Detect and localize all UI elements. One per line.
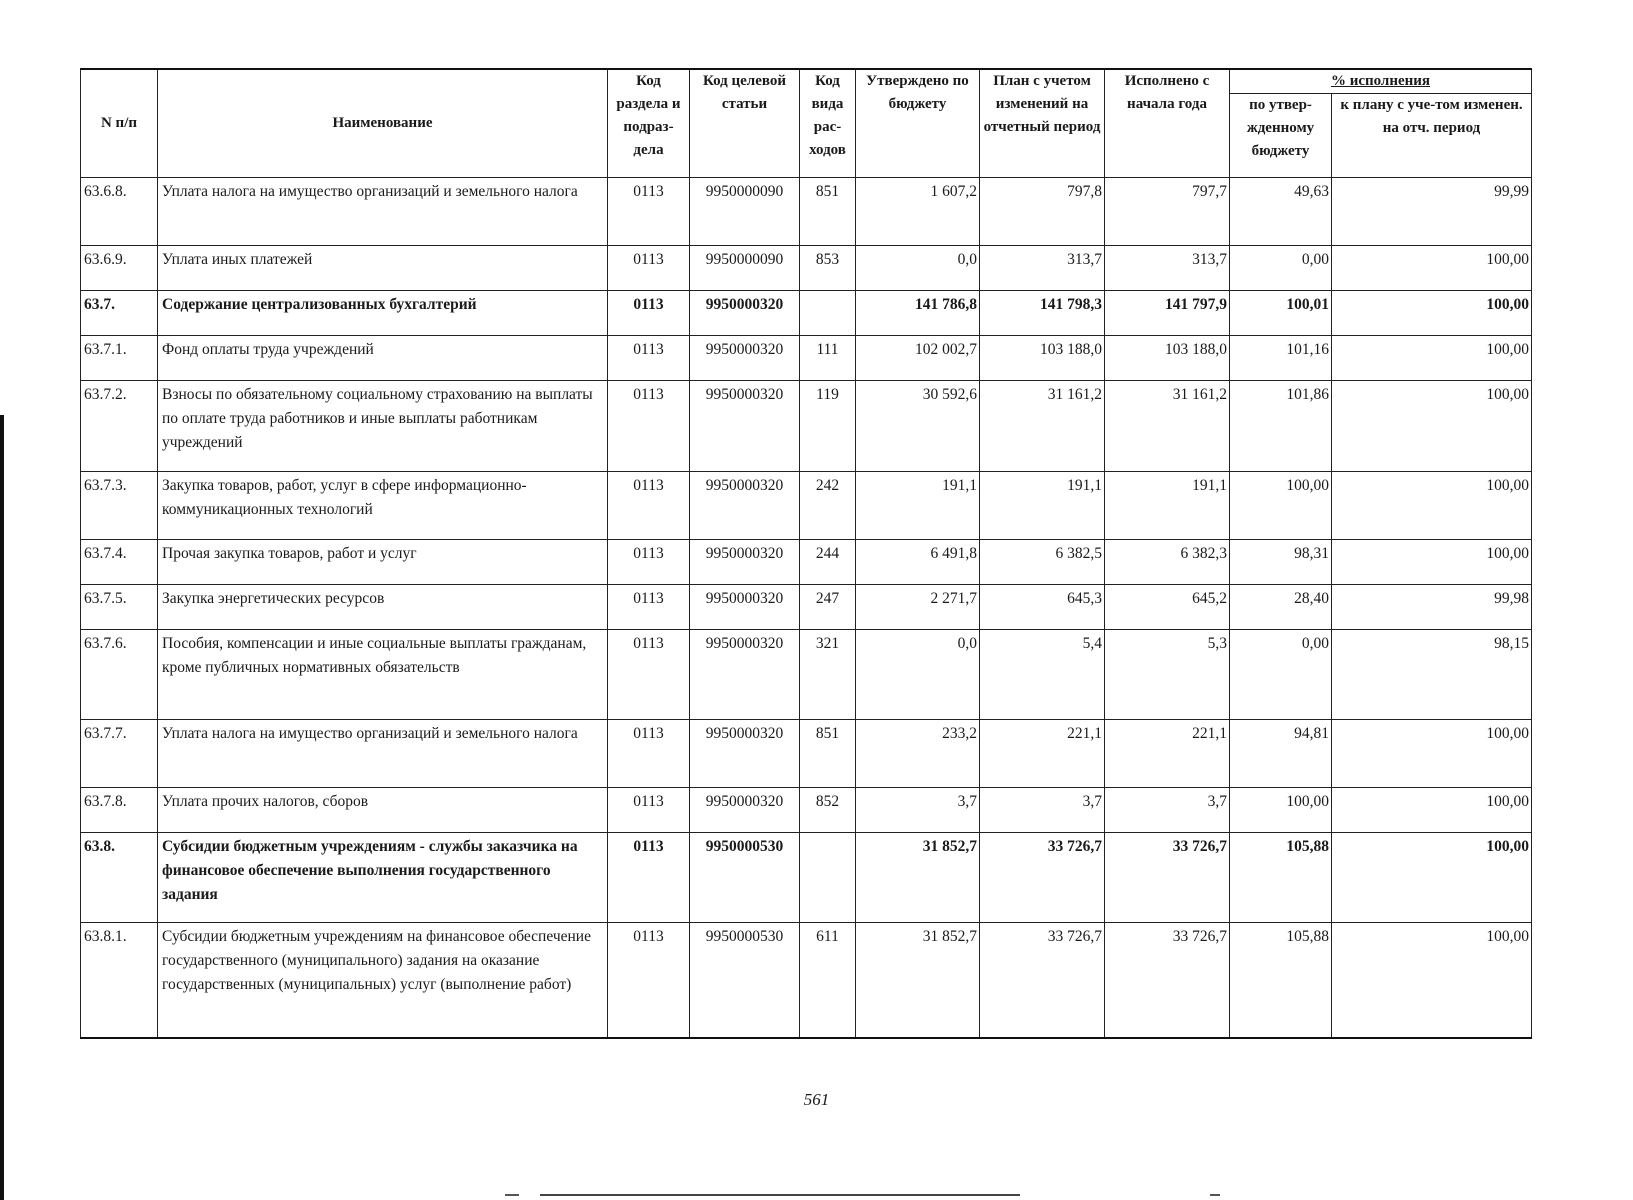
row-plan: 313,7 (980, 246, 1105, 291)
row-pct-plan: 100,00 (1332, 336, 1532, 381)
row-expense-code: 852 (800, 788, 856, 833)
row-expense-code: 611 (800, 923, 856, 1038)
row-section-code: 0113 (608, 630, 690, 720)
row-executed: 33 726,7 (1105, 833, 1230, 923)
row-executed: 3,7 (1105, 788, 1230, 833)
row-target-code: 9950000320 (690, 381, 800, 472)
row-name: Закупка товаров, работ, услуг в сфере информационно-коммуникационных технологий (158, 472, 608, 540)
row-pct-budget: 100,00 (1230, 788, 1332, 833)
row-pct-budget: 49,63 (1230, 178, 1332, 246)
row-target-code: 9950000530 (690, 923, 800, 1038)
row-pct-budget: 0,00 (1230, 630, 1332, 720)
row-approved: 2 271,7 (856, 585, 980, 630)
row-num: 63.7. (81, 291, 158, 336)
row-section-code: 0113 (608, 540, 690, 585)
table-row (81, 923, 1532, 1038)
row-expense-code: 851 (800, 720, 856, 788)
row-pct-plan: 100,00 (1332, 833, 1532, 923)
row-executed: 31 161,2 (1105, 381, 1230, 472)
row-pct-plan: 99,98 (1332, 585, 1532, 630)
row-num: 63.6.9. (81, 246, 158, 291)
row-name: Пособия, компенсации и иные социальные выплаты гражданам, кроме публичных нормативных обязательств (158, 630, 608, 720)
row-section-code: 0113 (608, 585, 690, 630)
row-section-code: 0113 (608, 472, 690, 540)
row-name: Субсидии бюджетным учреждениям на финансовое обеспечение государственного (муниципального) задания на оказание государственных (муниципальных) услуг (выполнение работ) (158, 923, 608, 1038)
row-executed: 33 726,7 (1105, 923, 1230, 1038)
row-name: Содержание централизованных бухгалтерий (158, 291, 608, 336)
row-plan: 645,3 (980, 585, 1105, 630)
row-executed: 221,1 (1105, 720, 1230, 788)
row-pct-budget: 100,00 (1230, 472, 1332, 540)
row-executed: 797,7 (1105, 178, 1230, 246)
row-target-code: 9950000320 (690, 291, 800, 336)
table-row (81, 291, 1532, 336)
header-num: N п/п (81, 69, 158, 178)
table-row (81, 381, 1532, 472)
row-pct-plan: 100,00 (1332, 923, 1532, 1038)
scan-artifact-line (1210, 1194, 1220, 1196)
scan-artifact-line (540, 1194, 1020, 1196)
row-section-code: 0113 (608, 336, 690, 381)
table-row (81, 788, 1532, 833)
row-target-code: 9950000530 (690, 833, 800, 923)
row-section-code: 0113 (608, 381, 690, 472)
row-target-code: 9950000320 (690, 630, 800, 720)
row-executed: 313,7 (1105, 246, 1230, 291)
row-approved: 102 002,7 (856, 336, 980, 381)
row-pct-plan: 100,00 (1332, 540, 1532, 585)
row-approved: 6 491,8 (856, 540, 980, 585)
row-expense-code (800, 291, 856, 336)
row-pct-plan: 98,15 (1332, 630, 1532, 720)
row-pct-budget: 101,16 (1230, 336, 1332, 381)
row-pct-budget: 101,86 (1230, 381, 1332, 472)
row-num: 63.7.5. (81, 585, 158, 630)
row-pct-plan: 100,00 (1332, 472, 1532, 540)
row-num: 63.7.6. (81, 630, 158, 720)
row-executed: 6 382,3 (1105, 540, 1230, 585)
row-approved: 30 592,6 (856, 381, 980, 472)
row-plan: 33 726,7 (980, 833, 1105, 923)
row-name: Уплата прочих налогов, сборов (158, 788, 608, 833)
header-expense-code: Код вида рас-ходов (800, 69, 856, 178)
row-section-code: 0113 (608, 788, 690, 833)
row-name: Субсидии бюджетным учреждениям - службы заказчика на финансовое обеспечение выполнения государственного задания (158, 833, 608, 923)
row-expense-code: 853 (800, 246, 856, 291)
header-pct-group: % исполнения (1230, 69, 1532, 94)
row-pct-plan: 100,00 (1332, 381, 1532, 472)
row-plan: 221,1 (980, 720, 1105, 788)
row-num: 63.7.7. (81, 720, 158, 788)
table-row (81, 540, 1532, 585)
row-plan: 5,4 (980, 630, 1105, 720)
row-section-code: 0113 (608, 178, 690, 246)
table-row (81, 720, 1532, 788)
row-name: Уплата иных платежей (158, 246, 608, 291)
row-pct-budget: 105,88 (1230, 923, 1332, 1038)
row-executed: 103 188,0 (1105, 336, 1230, 381)
row-pct-plan: 100,00 (1332, 788, 1532, 833)
row-pct-budget: 105,88 (1230, 833, 1332, 923)
row-approved: 0,0 (856, 246, 980, 291)
table-row (81, 178, 1532, 246)
row-approved: 191,1 (856, 472, 980, 540)
row-plan: 31 161,2 (980, 381, 1105, 472)
header-pct-budget: по утвер-жденному бюджету (1230, 94, 1332, 178)
row-expense-code: 111 (800, 336, 856, 381)
row-target-code: 9950000320 (690, 585, 800, 630)
row-approved: 1 607,2 (856, 178, 980, 246)
row-pct-plan: 100,00 (1332, 720, 1532, 788)
row-name: Уплата налога на имущество организаций и земельного налога (158, 720, 608, 788)
row-approved: 233,2 (856, 720, 980, 788)
row-num: 63.7.4. (81, 540, 158, 585)
row-approved: 141 786,8 (856, 291, 980, 336)
row-approved: 0,0 (856, 630, 980, 720)
header-plan: План с учетом изменений на отчетный период (980, 69, 1105, 178)
budget-table-sheet (80, 68, 1531, 1039)
row-expense-code: 242 (800, 472, 856, 540)
row-executed: 645,2 (1105, 585, 1230, 630)
row-target-code: 9950000320 (690, 472, 800, 540)
table-row (81, 585, 1532, 630)
row-pct-budget: 94,81 (1230, 720, 1332, 788)
row-approved: 31 852,7 (856, 833, 980, 923)
row-section-code: 0113 (608, 720, 690, 788)
header-executed: Исполнено с начала года (1105, 69, 1230, 178)
row-pct-budget: 0,00 (1230, 246, 1332, 291)
row-executed: 5,3 (1105, 630, 1230, 720)
row-executed: 191,1 (1105, 472, 1230, 540)
row-num: 63.8.1. (81, 923, 158, 1038)
row-name: Закупка энергетических ресурсов (158, 585, 608, 630)
table-row (81, 833, 1532, 923)
row-pct-plan: 100,00 (1332, 246, 1532, 291)
table-row (81, 336, 1532, 381)
table-row (81, 246, 1532, 291)
budget-execution-table (80, 68, 1532, 1039)
header-section-code: Код раздела и подраз-дела (608, 69, 690, 178)
row-expense-code (800, 833, 856, 923)
row-pct-plan: 99,99 (1332, 178, 1532, 246)
row-plan: 6 382,5 (980, 540, 1105, 585)
row-name: Прочая закупка товаров, работ и услуг (158, 540, 608, 585)
row-target-code: 9950000320 (690, 720, 800, 788)
row-expense-code: 851 (800, 178, 856, 246)
header-name: Наименование (158, 69, 608, 178)
header-pct-plan: к плану с уче-том изменен. на отч. период (1332, 94, 1532, 178)
row-pct-plan: 100,00 (1332, 291, 1532, 336)
row-pct-budget: 100,01 (1230, 291, 1332, 336)
row-target-code: 9950000320 (690, 788, 800, 833)
row-pct-budget: 98,31 (1230, 540, 1332, 585)
row-num: 63.7.2. (81, 381, 158, 472)
row-target-code: 9950000320 (690, 540, 800, 585)
row-name: Уплата налога на имущество организаций и земельного налога (158, 178, 608, 246)
row-pct-budget: 28,40 (1230, 585, 1332, 630)
row-num: 63.8. (81, 833, 158, 923)
row-num: 63.7.8. (81, 788, 158, 833)
row-num: 63.7.3. (81, 472, 158, 540)
table-row (81, 630, 1532, 720)
page-number: 561 (803, 1090, 830, 1109)
scan-artifact-line (505, 1194, 519, 1196)
row-expense-code: 244 (800, 540, 856, 585)
row-plan: 3,7 (980, 788, 1105, 833)
row-num: 63.6.8. (81, 178, 158, 246)
scan-left-edge (0, 415, 4, 1200)
row-plan: 797,8 (980, 178, 1105, 246)
row-section-code: 0113 (608, 246, 690, 291)
row-approved: 31 852,7 (856, 923, 980, 1038)
row-section-code: 0113 (608, 833, 690, 923)
row-section-code: 0113 (608, 923, 690, 1038)
row-approved: 3,7 (856, 788, 980, 833)
row-target-code: 9950000090 (690, 178, 800, 246)
row-name: Фонд оплаты труда учреждений (158, 336, 608, 381)
row-num: 63.7.1. (81, 336, 158, 381)
row-plan: 141 798,3 (980, 291, 1105, 336)
row-target-code: 9950000320 (690, 336, 800, 381)
row-section-code: 0113 (608, 291, 690, 336)
row-expense-code: 321 (800, 630, 856, 720)
row-name: Взносы по обязательному социальному страхованию на выплаты по оплате труда работников и иные выплаты работникам учреждений (158, 381, 608, 472)
header-target-code: Код целевой статьи (690, 69, 800, 178)
header-approved: Утверждено по бюджету (856, 69, 980, 178)
row-plan: 191,1 (980, 472, 1105, 540)
row-plan: 103 188,0 (980, 336, 1105, 381)
row-expense-code: 119 (800, 381, 856, 472)
row-expense-code: 247 (800, 585, 856, 630)
row-plan: 33 726,7 (980, 923, 1105, 1038)
table-row (81, 472, 1532, 540)
row-executed: 141 797,9 (1105, 291, 1230, 336)
row-target-code: 9950000090 (690, 246, 800, 291)
